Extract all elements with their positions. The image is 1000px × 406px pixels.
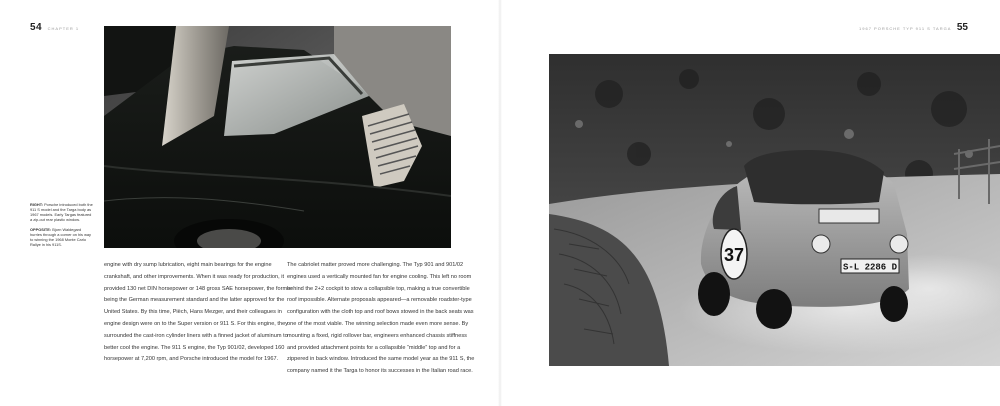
left-running-head: CHAPTER 1	[47, 26, 80, 31]
body-text-column-2: The cabriolet matter proved more challenging. The Typ 901 and 901/02 engines used a vertically mounted fan for engine cooling. This left no room behind the 2+2 cockpit to stow a collapsible top, making a true convertible roof impossible. Alternate proposals appeared—a removable roadster-type configuration with the cloth top and roof bows stowed in the back seats was one of the most viable. The winning selection made even more sense. By mounting a fixed, rigid rollover bar, engineers enhanced chassis stiffness and provided attachment points for a collapsible “middle” top and for a zippered in back window. Introduced the same model year as the 911 S, the company named it the Targa to honor its successes in the Italian road race.	[287, 262, 475, 375]
photo-captions	[30, 202, 94, 252]
right-running-head: 1967 PORSCHE TYP 911 S TARGA	[859, 26, 952, 31]
caption-opposite-text: Bjorn Waldegard hurries through a corner on his way to winning the 1968 Monte Carlo Rallye in his 911S.	[30, 227, 91, 247]
caption-right-text: Porsche introduced both the 911 S model and the Targa body as 1967 models. Early Targas featured a zip-out rear plastic window.	[30, 202, 93, 222]
caption-opposite-direction: OPPOSITE:	[30, 227, 52, 232]
right-folio	[859, 22, 968, 33]
caption-right-direction: RIGHT:	[30, 202, 43, 207]
targa-detail-illustration	[104, 26, 451, 248]
right-page	[500, 0, 1000, 406]
rally-car-illustration	[549, 54, 1000, 366]
caption-opposite	[30, 227, 94, 247]
left-folio	[30, 22, 79, 33]
left-page-number: 54	[30, 22, 43, 33]
body-text-column-1: engine with dry sump lubrication, eight main bearings for the engine crankshaft, and other improvements. When it was ready for production, it provided 130 net DIN horsepower or 148 gross SAE horsepower, the former being the German measurement standard and the latter approved for the United States. By this time, Piëch, Hans Mezger, and their colleagues in engine design were on to the Super version or 911 S. For this engine, they surrounded the cast-iron cylinder liners with a finned jacket of aluminum to better cool the engine. The 911 S engine, the Typ 901/02, developed 160 horsepower at 7,200 rpm, and Porsche introduced the model for 1967.	[104, 262, 293, 363]
targa-detail-photo	[104, 26, 451, 248]
right-page-number: 55	[956, 22, 968, 33]
license-plate: S-L 2286 D	[842, 262, 898, 273]
rally-photo	[549, 54, 1000, 366]
caption-right	[30, 202, 94, 222]
rally-number: 37	[723, 245, 745, 265]
